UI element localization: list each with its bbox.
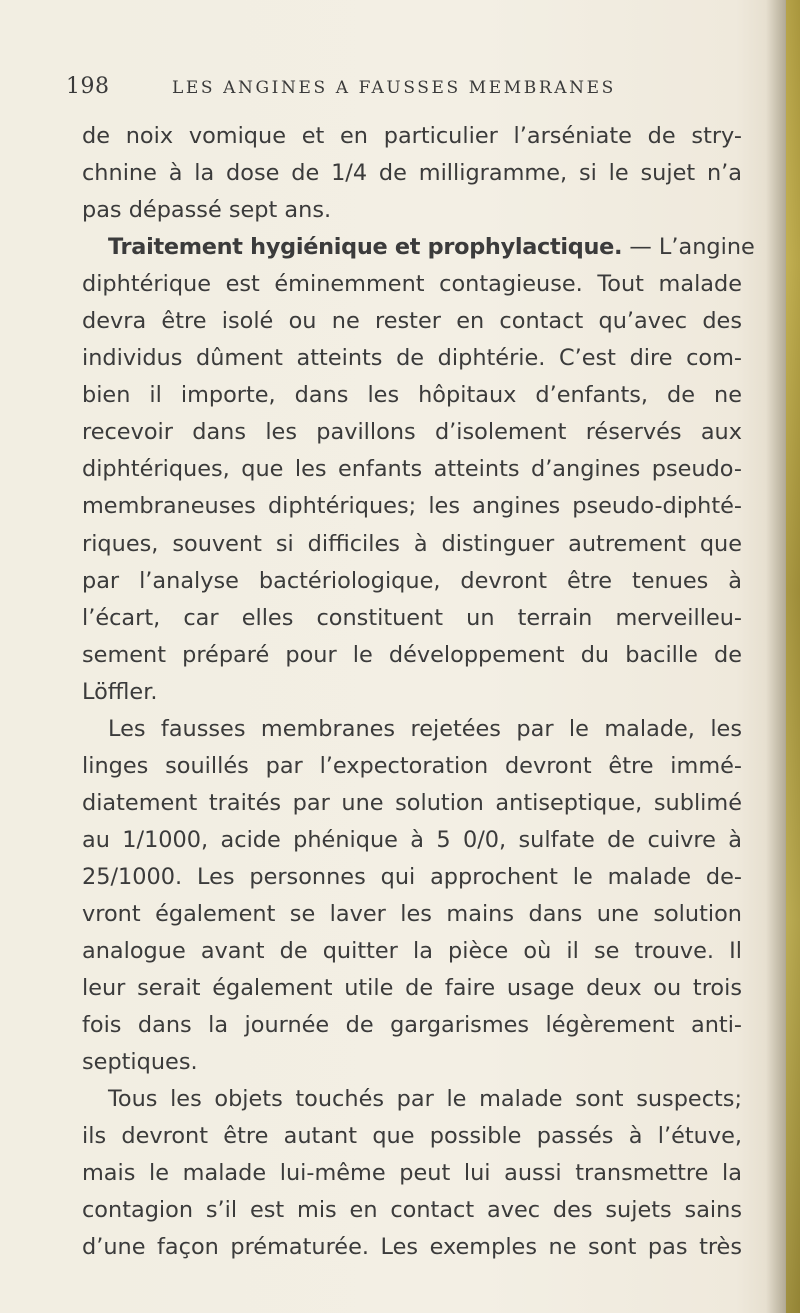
text-line: vront également se laver les mains dans une solution — [82, 900, 742, 927]
page-edge-binding — [786, 0, 800, 1313]
text-line: diphtérique est éminemment contagieuse. Tout malade — [82, 271, 742, 298]
text-line: chnine à la dose de 1/4 de milligramme, si le sujet n’a — [82, 160, 742, 187]
text-line: — L’angine — [629, 234, 755, 261]
running-header — [66, 74, 756, 108]
text-line: individus dûment atteints de diphtérie. C’est dire com- — [82, 345, 742, 372]
text-line: d’une façon prématurée. Les exemples ne sont pas très — [82, 1234, 742, 1261]
text-line: mais le malade lui-même peut lui aussi transmettre la — [82, 1160, 742, 1187]
body-text — [82, 118, 755, 1266]
section-heading: Traitement hygiénique et prophylactique. — [108, 234, 623, 261]
text-line: bien il importe, dans les hôpitaux d’enfants, de ne — [82, 382, 742, 409]
text-line: pas dépassé sept ans. — [82, 197, 332, 224]
text-line: analogue avant de quitter la pièce où il se trouve. Il — [82, 938, 742, 965]
text-line: diphtériques, que les enfants atteints d’angines pseudo- — [82, 456, 742, 483]
text-line: au 1/1000, acide phénique à 5 0/0, sulfate de cuivre à — [82, 826, 742, 853]
running-title: LES ANGINES A FAUSSES MEMBRANES — [172, 78, 616, 98]
section-heading-line — [82, 229, 755, 266]
text-line: ils devront être autant que possible passés à l’étuve, — [82, 1123, 742, 1150]
text-line: recevoir dans les pavillons d’isolement réservés aux — [82, 419, 742, 446]
text-line: de noix vomique et en particulier l’arséniate de stry- — [82, 123, 742, 149]
text-line: contagion s’il est mis en contact avec des sujets sains — [82, 1197, 742, 1224]
text-line: leur serait également utile de faire usage deux ou trois — [82, 975, 742, 1002]
text-line: Les fausses membranes rejetées par le malade, les — [108, 715, 742, 742]
text-line: devra être isolé ou ne rester en contact qu’avec des — [82, 308, 742, 335]
text-line: septiques. — [82, 1049, 198, 1076]
text-line: riques, souvent si difficiles à distinguer autrement que — [82, 530, 742, 557]
text-line: diatement traités par une solution antiseptique, sublimé — [82, 789, 742, 816]
page-number: 198 — [66, 74, 110, 99]
text-line: Tous les objets touchés par le malade sont suspects; — [108, 1086, 742, 1113]
text-line: 25/1000. Les personnes qui approchent le malade de- — [82, 863, 742, 890]
text-line: sement préparé pour le développement du bacille de — [82, 641, 742, 668]
text-line: Löffler. — [82, 678, 158, 705]
text-line: fois dans la journée de gargarismes légèrement anti- — [82, 1012, 742, 1039]
text-line: l’écart, car elles constituent un terrain merveilleu- — [82, 604, 742, 631]
text-line: linges souillés par l’expectoration devront être immé- — [82, 752, 742, 779]
text-line: par l’analyse bactériologique, devront être tenues à — [82, 567, 742, 594]
text-line: membraneuses diphtériques; les angines pseudo-diphté- — [82, 493, 742, 520]
